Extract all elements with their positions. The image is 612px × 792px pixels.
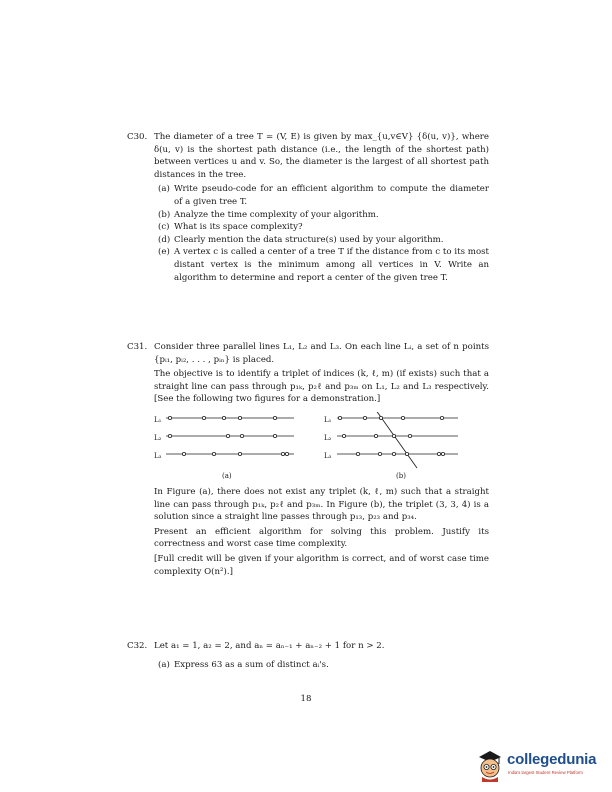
transversal-line xyxy=(373,412,417,468)
brand-name: collegedunia xyxy=(507,751,597,768)
question-paragraph: The objective is to identify a triplet of indices (k, ℓ, m) (if exists) such that a straight line can pass through p₁ₖ, p₂ℓ and p₃ₘ on L₁, L₂ and L₃ respectively. [See the following two figures for a demonstration.] xyxy=(154,369,489,405)
part-label: (b) xyxy=(158,209,171,220)
question-parts xyxy=(154,183,489,284)
part-label: (c) xyxy=(158,222,170,233)
page-number: 18 xyxy=(300,694,312,704)
part-a xyxy=(154,183,489,208)
question-c32 xyxy=(127,640,489,671)
question-intro: The diameter of a tree T = (V, E) is given by max_{u,v∈V} {δ(u, v)}, where δ(u, v) is the shortest path distance (i.e., the length of the shortest path) between vertices u and v. So, the diameter is the largest of all shortest path distances in the tree. xyxy=(154,132,489,180)
question-c30 xyxy=(127,131,489,284)
question-paragraph: In Figure (a), there does not exist any triplet (k, ℓ, m) such that a straight line can pass through p₁ₖ, p₂ℓ and p₃ₘ. In Figure (b), the triplet (3, 3, 4) is a solution since a straight line passes through p₁₃, p₂₃ and p₃₄. xyxy=(154,486,489,523)
point xyxy=(401,416,404,419)
question-number: C31. xyxy=(127,342,148,352)
point xyxy=(441,452,444,455)
line-label: L₃ xyxy=(154,451,162,460)
point xyxy=(285,452,288,455)
question-paragraph: Present an efficient algorithm for solving this problem. Justify its correctness and worst case time complexity. xyxy=(154,526,489,550)
part-b xyxy=(154,209,489,222)
question-paragraph: [Full credit will be given if your algorithm is correct, and of worst case time complexity O(n²).] xyxy=(154,553,489,577)
point xyxy=(379,416,382,419)
figure-b xyxy=(337,412,458,468)
figure-caption-b: (b) xyxy=(396,471,406,480)
point xyxy=(226,434,229,437)
part-label: (e) xyxy=(158,247,170,258)
figure-caption-a: (a) xyxy=(222,471,232,480)
question-parts xyxy=(154,659,489,672)
point xyxy=(392,452,395,455)
part-a xyxy=(154,659,489,672)
point xyxy=(238,416,241,419)
part-text: What is its space complexity? xyxy=(174,222,303,233)
point xyxy=(281,452,284,455)
point xyxy=(342,434,345,437)
point xyxy=(182,452,185,455)
point xyxy=(440,416,443,419)
line-label: L₂ xyxy=(324,433,332,442)
line-label: L₁ xyxy=(324,415,332,424)
line-label: L₂ xyxy=(154,433,162,442)
point xyxy=(273,434,276,437)
part-text: Clearly mention the data structure(s) used by your algorithm. xyxy=(174,234,444,245)
point xyxy=(168,434,171,437)
figure-a xyxy=(166,416,294,455)
parallel-lines-figure xyxy=(154,412,489,482)
line-label: L₁ xyxy=(154,415,162,424)
point xyxy=(363,416,366,419)
question-number: C32. xyxy=(127,641,148,651)
point xyxy=(238,452,241,455)
question-intro: Let a₁ = 1, a₂ = 2, and aₙ = aₙ₋₁ + aₙ₋₂ + 1 for n > 2. xyxy=(154,641,385,651)
question-number: C30. xyxy=(127,132,148,142)
figure-diagrams xyxy=(154,412,489,482)
point xyxy=(374,434,377,437)
question-c31 xyxy=(127,341,489,580)
question-paragraph: Consider three parallel lines L₁, L₂ and L₃. On each line Lᵢ, a set of n points {pᵢ₁, pᵢ₂, . . . , pᵢₙ} is placed. xyxy=(154,342,489,365)
point xyxy=(273,416,276,419)
point xyxy=(168,416,171,419)
point xyxy=(212,452,215,455)
part-text: Analyze the time complexity of your algorithm. xyxy=(174,209,379,220)
point xyxy=(392,434,395,437)
part-d xyxy=(154,234,489,247)
point xyxy=(408,434,411,437)
part-e xyxy=(154,246,489,284)
point xyxy=(405,452,408,455)
part-text: Write pseudo-code for an efficient algorithm to compute the diameter of a given tree T. xyxy=(174,184,489,207)
mascot-icon xyxy=(474,748,506,782)
part-c xyxy=(154,221,489,234)
brand-logo[interactable] xyxy=(474,748,608,784)
point xyxy=(338,416,341,419)
point xyxy=(378,452,381,455)
part-text: Express 63 as a sum of distinct aᵢ's. xyxy=(174,659,329,670)
part-label: (a) xyxy=(158,659,170,670)
point xyxy=(202,416,205,419)
part-label: (a) xyxy=(158,184,170,195)
point xyxy=(222,416,225,419)
part-label: (d) xyxy=(158,234,171,245)
part-text: A vertex c is called a center of a tree T if the distance from c to its most distant vertex is the minimum among all vertices in V. Write an algorithm to determine and report a center of the given tree T. xyxy=(174,247,489,283)
point xyxy=(437,452,440,455)
brand-tagline: India's largest Student Review Platform xyxy=(508,770,583,775)
point xyxy=(356,452,359,455)
line-label: L₃ xyxy=(324,451,332,460)
point xyxy=(240,434,243,437)
